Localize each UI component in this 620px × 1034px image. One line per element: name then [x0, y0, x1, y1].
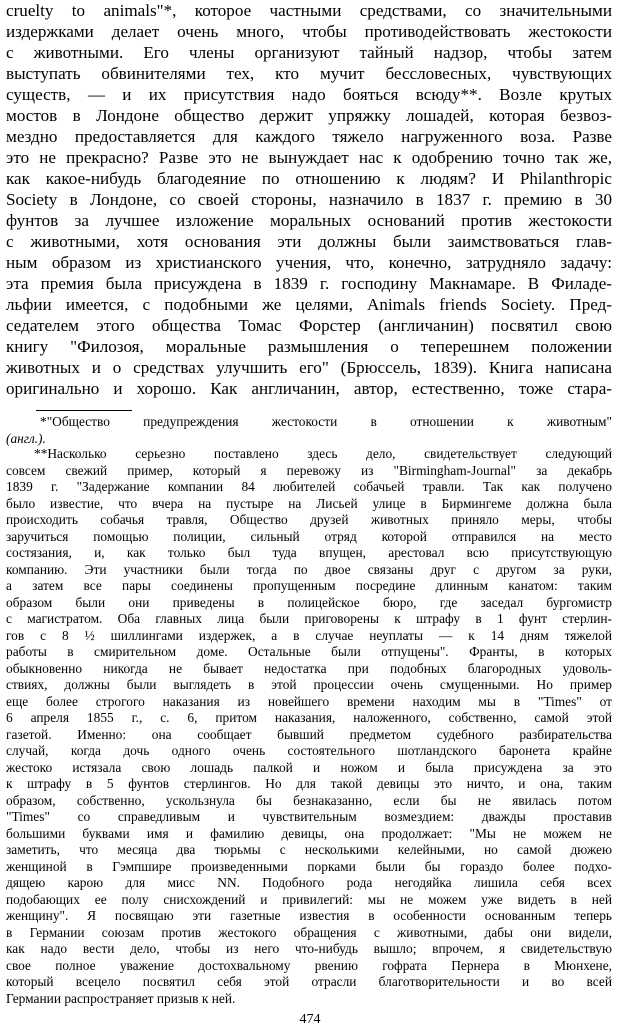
footnote-separator [36, 410, 132, 411]
footnote-line: Германии распространяет призыв к ней. [6, 991, 236, 1006]
footnote-line: образом, собственно, ускользнула бы безнаказанно, если бы не явилась потом [6, 793, 612, 808]
footnote-line: 6 апреля 1855 г., с. 6, притом наказания, наложенного, собственно, самой этой [6, 710, 612, 725]
footnote-line: было известие, что вчера на пустыре на Лисьей улице в Бирмингеме должна была [6, 496, 612, 511]
text-line: оригинально и хорошо. Как англичанин, автор, естественно, тоже стара- [6, 379, 612, 398]
footnote-line: **Насколько серьезно поставлено здесь дело, свидетельствует следующий [34, 446, 612, 461]
text-line: издержками делает очень много, чтобы противодействовать жестокости [6, 22, 612, 41]
text-line: книгу "Филозоя, моральные размышления о теперешнем положении [6, 337, 612, 356]
footnote-line: *"Общество предупреждения жестокости в отношении к животным" [40, 414, 612, 429]
footnote-line: заручиться помощью полиции, сильный отряд которой отправился на место [6, 529, 612, 544]
text-line: это не прекрасно? Разве это не вынуждает нас к одобрению точно так же, [6, 148, 612, 167]
text-line: мездно предоставляется для каждого тяжело нагруженного воза. Разве [6, 127, 612, 146]
footnote-line: как надо вести дело, чтобы из него что-нибудь вышло; впрочем, я свидетельствую [6, 941, 612, 956]
text-line: выступать обвинителями тех, кто мучит бессловесных, чувствующих [6, 64, 612, 83]
footnote-line: "Times" со справедливым и чувствительным возмездием: дважды проставив [6, 809, 612, 824]
text-line: с животными. Его члены организуют тайный надзор, чтобы затем [6, 43, 612, 62]
footnote-line: 1839 г. "Задержание компании 84 любителей собачьей травли. Так как получено [6, 479, 612, 494]
footnote-line: обыкновенно никогда не бывает недостатка при подобных благородных удоволь- [6, 661, 612, 676]
text-line: эта премия была присуждена в 1839 г. господину Макнамаре. В Филаде- [6, 274, 612, 293]
text-line: мостов в Лондоне общество держит упряжку лошадей, которая безвоз- [6, 106, 612, 125]
text-line: как какое-нибудь благодеяние по отношению к людям? И Philanthropic [6, 169, 612, 188]
text-line: седателем этого общества Томас Форстер (англичанин) посвятил свою [6, 316, 612, 335]
footnote-line: гов с 8 ½ шиллингами издержек, а в случае неуплаты — к 14 дням тяжелой [6, 628, 612, 643]
footnote-line: происходить собачья травля, Общество друзей животных приняло меры, чтобы [6, 512, 612, 527]
footnote-line: ствиях, должны были выглядеть в этой процессии очень смущенными. Но пример [6, 677, 612, 692]
text-line: фунтов за лучшее изложение моральных оснований против жестокости [6, 211, 612, 230]
text-line: ным образом из христианского учения, что, конечно, затрудняло задачу: [6, 253, 612, 272]
page-number: 474 [299, 1012, 321, 1027]
footnote-line: а затем все пары соединены пропущенным посредине длинным канатом: таким [6, 578, 612, 593]
footnote-line: образом были они приведены в полицейское бюро, где заседал бургомистр [6, 595, 612, 610]
footnote-line: (англ.). [6, 431, 46, 446]
footnote-line: работы в смирительном доме. Остальные были отпущены". Франты, в которых [6, 644, 612, 659]
footnote-line: дящею карою для мисс NN. Подобного рода негодяйка лишила себя всех [6, 875, 612, 890]
footnote-line: большими буквами имя и фамилию девицы, она продолжает: "Мы не можем не [6, 826, 612, 841]
footnote-line: совсем свежий пример, который я перевожу из "Birmingham-Journal" за декабрь [6, 463, 612, 478]
footnote-line: женщину". Я посвящаю эти газетные известия в особенности основанным теперь [6, 908, 612, 923]
footnote-line: случай, когда дочь одного очень состоятельного шотландского баронета крайне [6, 743, 612, 758]
footnote-line: подобающих ее полу снисхождений и привилегий: мы не можем уже видеть в ней [6, 892, 612, 907]
footnote-line: с магистратом. Оба главных лица были приговорены к штрафу в 1 фунт стерлин- [6, 611, 612, 626]
footnote-line: газетой. Именно: она сообщает бывший предметом судебного разбирательства [6, 727, 612, 742]
footnote-line: женщиной в Гэмпшире произведенными порками были бы гораздо более подхо- [6, 859, 612, 874]
text-line: с животными, хотя основания эти должны были заимствоваться глав- [6, 232, 612, 251]
footnote-line: состязания, и, как только был туда впущен, арестовал всю присутствующую [6, 545, 612, 560]
footnote-line: компанию. Эти участники были тогда по двое связаны друг с другом за руки, [6, 562, 612, 577]
text-line: cruelty to animals"*, которое частными средствами, со значительными [6, 1, 612, 20]
footnote-line: который всецело посвятил себя этой отрасли благотворительности и во всей [6, 974, 612, 989]
footnote-line: еще более строгого наказания из новейшего времени находим мы в "Times" от [6, 694, 612, 709]
text-line: существ, — и их присутствия надо бояться всюду**. Возле крутых [6, 85, 612, 104]
footnote-line: жестоко истязала свою лошадь палкой и ножом и была присуждена за это [6, 760, 612, 775]
footnote-line: к штрафу в 5 фунтов стерлингов. Но для такой девицы это ничто, и она, таким [6, 776, 612, 791]
footnote-line: заметить, что месяца два тюрьмы с несколькими келейными, но самой дюжею [6, 842, 612, 857]
text-line: Society в Лондоне, со своей стороны, назначило в 1837 г. премию в 30 [6, 190, 612, 209]
text-line: льфии имеется, с подобными же целями, Animals friends Society. Пред- [6, 295, 612, 314]
footnote-line: свое полное уважение достохвальному рвению гофрата Пернера в Мюнхене, [6, 958, 612, 973]
text-line: животных и о средствах улучшить его" (Брюссель, 1839). Книга написана [6, 358, 612, 377]
footnote-line: в Германии союзам против жестокого обращения с животными, дабы они видели, [6, 925, 612, 940]
